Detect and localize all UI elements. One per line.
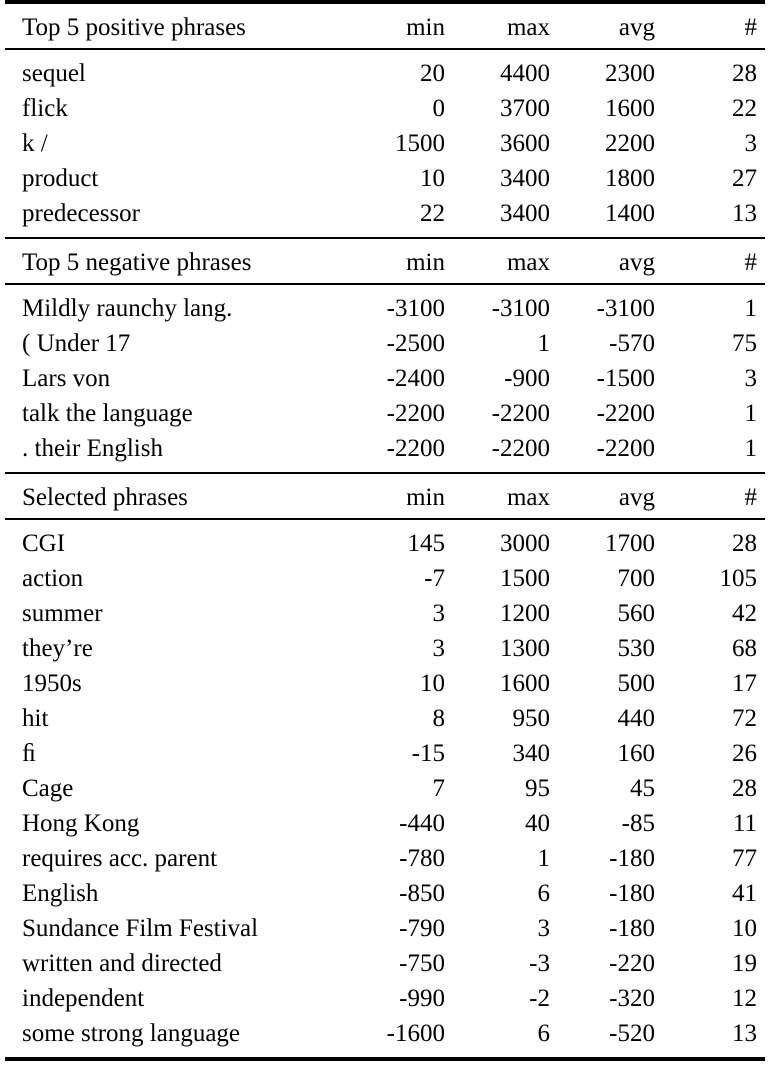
cell-count: 10 bbox=[732, 915, 757, 942]
cell-max: 950 bbox=[512, 705, 550, 732]
table-row bbox=[5, 361, 765, 396]
cell-max: 4400 bbox=[500, 60, 550, 87]
cell-count: 68 bbox=[732, 635, 757, 662]
cell-min: -15 bbox=[411, 740, 445, 767]
cell-phrase: requires acc. parent bbox=[22, 845, 218, 872]
table-row bbox=[5, 431, 765, 466]
cell-avg: -2200 bbox=[596, 435, 655, 462]
cell-count: 28 bbox=[732, 530, 757, 557]
cell-avg: -180 bbox=[609, 915, 655, 942]
cell-count: 42 bbox=[732, 600, 757, 627]
table-row bbox=[5, 771, 765, 806]
cell-phrase: Mildly raunchy lang. bbox=[22, 295, 233, 322]
column-header-min: min bbox=[406, 484, 445, 511]
rule-line bbox=[5, 1059, 765, 1061]
cell-min: -440 bbox=[399, 810, 445, 837]
cell-count: 1 bbox=[744, 435, 757, 462]
cell-min: 3 bbox=[432, 635, 445, 662]
spacer-cell bbox=[5, 1051, 765, 1059]
table-row bbox=[5, 126, 765, 161]
cell-avg: 1400 bbox=[605, 200, 655, 227]
cell-min: -7 bbox=[424, 565, 445, 592]
cell-min: -850 bbox=[399, 880, 445, 907]
cell-avg: 1600 bbox=[605, 95, 655, 122]
cell-max: 1 bbox=[537, 845, 550, 872]
cell-max: 340 bbox=[512, 740, 550, 767]
table-row bbox=[5, 291, 765, 326]
cell-max: -2200 bbox=[491, 400, 550, 427]
cell-phrase: talk the language bbox=[22, 400, 193, 427]
cell-avg: 530 bbox=[617, 635, 655, 662]
table-row bbox=[5, 981, 765, 1016]
cell-phrase: predecessor bbox=[22, 200, 140, 227]
table-bottom-rule bbox=[5, 1059, 765, 1061]
table-row bbox=[5, 806, 765, 841]
column-header-avg: avg bbox=[618, 249, 655, 276]
cell-phrase: they’re bbox=[22, 635, 93, 662]
cell-phrase: Cage bbox=[22, 775, 74, 802]
cell-max: 3 bbox=[537, 915, 550, 942]
cell-min: -2200 bbox=[386, 400, 445, 427]
cell-max: 6 bbox=[537, 880, 550, 907]
column-header-max: max bbox=[506, 249, 550, 276]
cell-count: 105 bbox=[719, 565, 757, 592]
cell-avg: 1800 bbox=[605, 165, 655, 192]
cell-min: -1600 bbox=[386, 1020, 445, 1047]
cell-avg: -180 bbox=[609, 845, 655, 872]
table-row bbox=[5, 526, 765, 561]
cell-count: 22 bbox=[732, 95, 757, 122]
cell-max: -900 bbox=[504, 365, 550, 392]
section-title: Top 5 negative phrases bbox=[22, 249, 252, 276]
cell-min: 20 bbox=[420, 60, 445, 87]
cell-max: 1200 bbox=[500, 600, 550, 627]
cell-avg: 45 bbox=[630, 775, 655, 802]
cell-count: 13 bbox=[732, 200, 757, 227]
cell-max: 3400 bbox=[500, 200, 550, 227]
table-row bbox=[5, 1016, 765, 1051]
cell-max: -3100 bbox=[491, 295, 550, 322]
cell-count: 72 bbox=[732, 705, 757, 732]
cell-phrase: ﬁ bbox=[22, 740, 36, 767]
spacer-cell bbox=[5, 231, 765, 238]
cell-count: 13 bbox=[732, 1020, 757, 1047]
cell-phrase: flick bbox=[22, 95, 68, 122]
cell-count: 3 bbox=[744, 130, 757, 157]
cell-max: 1 bbox=[537, 330, 550, 357]
cell-avg: 160 bbox=[617, 740, 655, 767]
spacer-cell bbox=[5, 466, 765, 473]
table-row bbox=[5, 196, 765, 231]
cell-min: -2200 bbox=[386, 435, 445, 462]
cell-count: 17 bbox=[732, 670, 757, 697]
cell-avg: -520 bbox=[609, 1020, 655, 1047]
table-row bbox=[5, 56, 765, 91]
cell-min: 0 bbox=[432, 95, 445, 122]
table-row bbox=[5, 396, 765, 431]
table-row bbox=[5, 91, 765, 126]
cell-count: 3 bbox=[744, 365, 757, 392]
cell-phrase: Lars von bbox=[22, 365, 111, 392]
column-header-min: min bbox=[406, 14, 445, 41]
cell-count: 26 bbox=[732, 740, 757, 767]
cell-max: 1500 bbox=[500, 565, 550, 592]
cell-avg: 440 bbox=[617, 705, 655, 732]
cell-avg: -85 bbox=[621, 810, 655, 837]
column-header-max: max bbox=[506, 484, 550, 511]
cell-count: 1 bbox=[744, 400, 757, 427]
cell-max: 1300 bbox=[500, 635, 550, 662]
cell-count: 77 bbox=[732, 845, 757, 872]
cell-min: 3 bbox=[432, 600, 445, 627]
column-header-avg: avg bbox=[618, 14, 655, 41]
table-row bbox=[5, 561, 765, 596]
cell-min: -750 bbox=[399, 950, 445, 977]
cell-min: 10 bbox=[420, 165, 445, 192]
cell-count: 11 bbox=[732, 810, 757, 837]
phrase-statistics-table bbox=[5, 0, 765, 1061]
cell-max: 6 bbox=[537, 1020, 550, 1047]
column-header-count: # bbox=[744, 249, 757, 276]
cell-min: 7 bbox=[432, 775, 445, 802]
cell-avg: -570 bbox=[609, 330, 655, 357]
spacer-row bbox=[5, 466, 765, 473]
cell-avg: 560 bbox=[617, 600, 655, 627]
table-row bbox=[5, 326, 765, 361]
cell-phrase: hit bbox=[22, 705, 49, 732]
cell-avg: -180 bbox=[609, 880, 655, 907]
cell-count: 75 bbox=[732, 330, 757, 357]
cell-max: 3700 bbox=[500, 95, 550, 122]
section-header-row bbox=[5, 4, 765, 49]
table-row bbox=[5, 596, 765, 631]
spacer-row bbox=[5, 1051, 765, 1059]
table-row bbox=[5, 161, 765, 196]
cell-min: 10 bbox=[420, 670, 445, 697]
cell-max: 3400 bbox=[500, 165, 550, 192]
cell-max: 3600 bbox=[500, 130, 550, 157]
spacer-row bbox=[5, 231, 765, 238]
cell-phrase: ( Under 17 bbox=[22, 330, 131, 357]
section-title: Top 5 positive phrases bbox=[22, 14, 246, 41]
table-row bbox=[5, 666, 765, 701]
cell-max: -3 bbox=[529, 950, 550, 977]
table-row bbox=[5, 736, 765, 771]
column-header-count: # bbox=[744, 484, 757, 511]
table-row bbox=[5, 876, 765, 911]
cell-min: -3100 bbox=[386, 295, 445, 322]
cell-max: 40 bbox=[525, 810, 550, 837]
cell-avg: 2200 bbox=[605, 130, 655, 157]
table-row bbox=[5, 841, 765, 876]
table-row bbox=[5, 946, 765, 981]
cell-count: 19 bbox=[732, 950, 757, 977]
column-header-min: min bbox=[406, 249, 445, 276]
cell-count: 27 bbox=[732, 165, 757, 192]
column-header-count: # bbox=[744, 14, 757, 41]
cell-phrase: product bbox=[22, 165, 99, 192]
cell-count: 1 bbox=[744, 295, 757, 322]
cell-count: 28 bbox=[732, 60, 757, 87]
cell-phrase: CGI bbox=[22, 530, 66, 557]
cell-max: 3000 bbox=[500, 530, 550, 557]
cell-count: 12 bbox=[732, 985, 757, 1012]
cell-min: 1500 bbox=[395, 130, 445, 157]
cell-max: -2 bbox=[529, 985, 550, 1012]
cell-avg: -3100 bbox=[596, 295, 655, 322]
section-header-row bbox=[5, 239, 765, 284]
cell-avg: -220 bbox=[609, 950, 655, 977]
cell-avg: -320 bbox=[609, 985, 655, 1012]
cell-min: -790 bbox=[399, 915, 445, 942]
table-row bbox=[5, 631, 765, 666]
cell-avg: 2300 bbox=[605, 60, 655, 87]
cell-avg: -2200 bbox=[596, 400, 655, 427]
cell-min: 22 bbox=[420, 200, 445, 227]
column-header-max: max bbox=[506, 14, 550, 41]
cell-min: 145 bbox=[407, 530, 445, 557]
cell-phrase: . their English bbox=[22, 435, 163, 462]
cell-avg: 700 bbox=[617, 565, 655, 592]
cell-avg: 500 bbox=[617, 670, 655, 697]
cell-min: -2400 bbox=[386, 365, 445, 392]
cell-count: 41 bbox=[732, 880, 757, 907]
cell-phrase: Hong Kong bbox=[22, 810, 140, 837]
cell-min: 8 bbox=[432, 705, 445, 732]
table-row bbox=[5, 701, 765, 736]
cell-avg: 1700 bbox=[605, 530, 655, 557]
cell-phrase: Sundance Film Festival bbox=[22, 915, 259, 942]
cell-min: -780 bbox=[399, 845, 445, 872]
cell-phrase: written and directed bbox=[22, 950, 222, 977]
cell-phrase: summer bbox=[22, 600, 103, 627]
cell-max: 95 bbox=[525, 775, 550, 802]
cell-avg: -1500 bbox=[596, 365, 655, 392]
section-header-row bbox=[5, 474, 765, 519]
cell-min: -2500 bbox=[386, 330, 445, 357]
cell-phrase: k / bbox=[22, 130, 48, 157]
cell-min: -990 bbox=[399, 985, 445, 1012]
cell-phrase: some strong language bbox=[22, 1020, 241, 1047]
cell-max: 1600 bbox=[500, 670, 550, 697]
column-header-avg: avg bbox=[618, 484, 655, 511]
section-title: Selected phrases bbox=[22, 484, 188, 511]
cell-count: 28 bbox=[732, 775, 757, 802]
cell-phrase: action bbox=[22, 565, 84, 592]
table-row bbox=[5, 911, 765, 946]
cell-phrase: English bbox=[22, 880, 99, 907]
cell-phrase: 1950s bbox=[22, 670, 82, 697]
cell-phrase: independent bbox=[22, 985, 145, 1012]
cell-phrase: sequel bbox=[22, 60, 86, 87]
cell-max: -2200 bbox=[491, 435, 550, 462]
